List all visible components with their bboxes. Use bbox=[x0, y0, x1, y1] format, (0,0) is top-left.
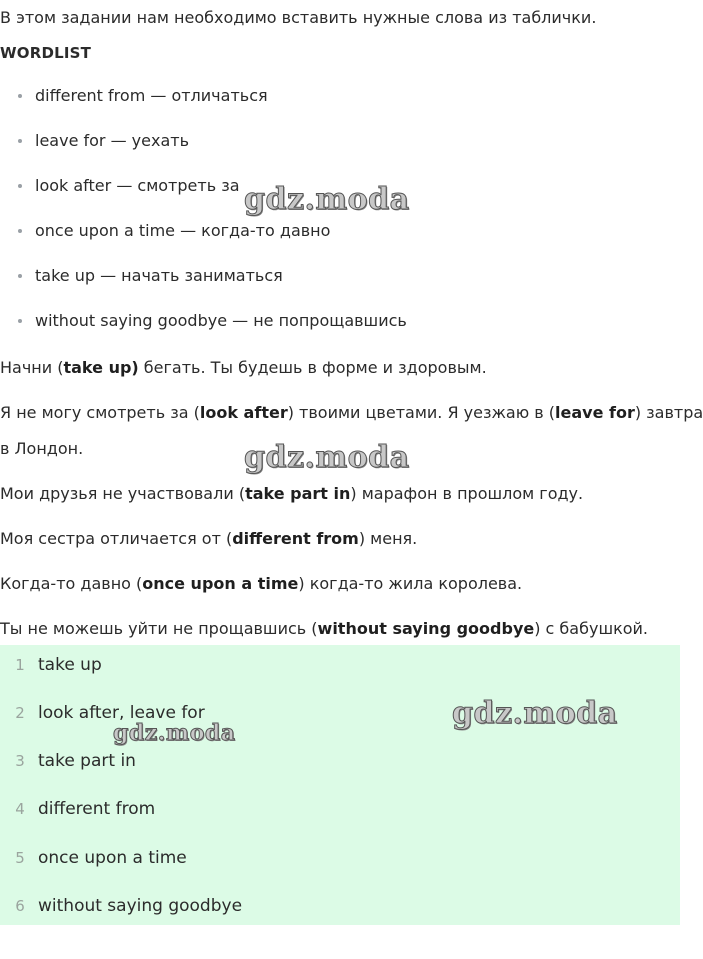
watermark-logo: gdz.moda bbox=[244, 182, 410, 217]
bullet-icon bbox=[18, 94, 22, 98]
sentence: Моя сестра отличается от (different from) меня. bbox=[0, 529, 418, 548]
bullet-icon bbox=[18, 319, 22, 323]
sentence: Мои друзья не участвовали (take part in) марафон в прошлом году. bbox=[0, 484, 584, 503]
bullet-icon bbox=[18, 229, 22, 233]
sentence: Начни (take up) бегать. Ты будешь в форме и здоровым. bbox=[0, 358, 487, 377]
sentence: Я не могу смотреть за (look after) твоими цветами. Я уезжаю в (leave for) завтра bbox=[0, 403, 703, 422]
watermark-logo: gdz.moda bbox=[113, 720, 236, 746]
wordlist-heading: WORDLIST bbox=[0, 44, 92, 62]
bullet-icon bbox=[18, 274, 22, 278]
sentence: Ты не можешь уйти не прощавшись (without saying goodbye) с бабушкой. bbox=[0, 619, 649, 638]
sentence: в Лондон. bbox=[0, 439, 84, 458]
intro-text: В этом задании нам необходимо вставить нужные слова из таблички. bbox=[0, 8, 597, 27]
bullet-icon bbox=[18, 184, 22, 188]
bullet-icon bbox=[18, 139, 22, 143]
watermark-logo: gdz.moda bbox=[452, 696, 618, 731]
watermark-logo: gdz.moda bbox=[244, 440, 410, 475]
answers-panel: 1 take up 2 look after, leave for 3 take part in 4 different from 5 once upon a time 6 without saying goodbye bbox=[0, 645, 680, 925]
sentence: Когда-то давно (once upon a time) когда-то жила королева. bbox=[0, 574, 523, 593]
